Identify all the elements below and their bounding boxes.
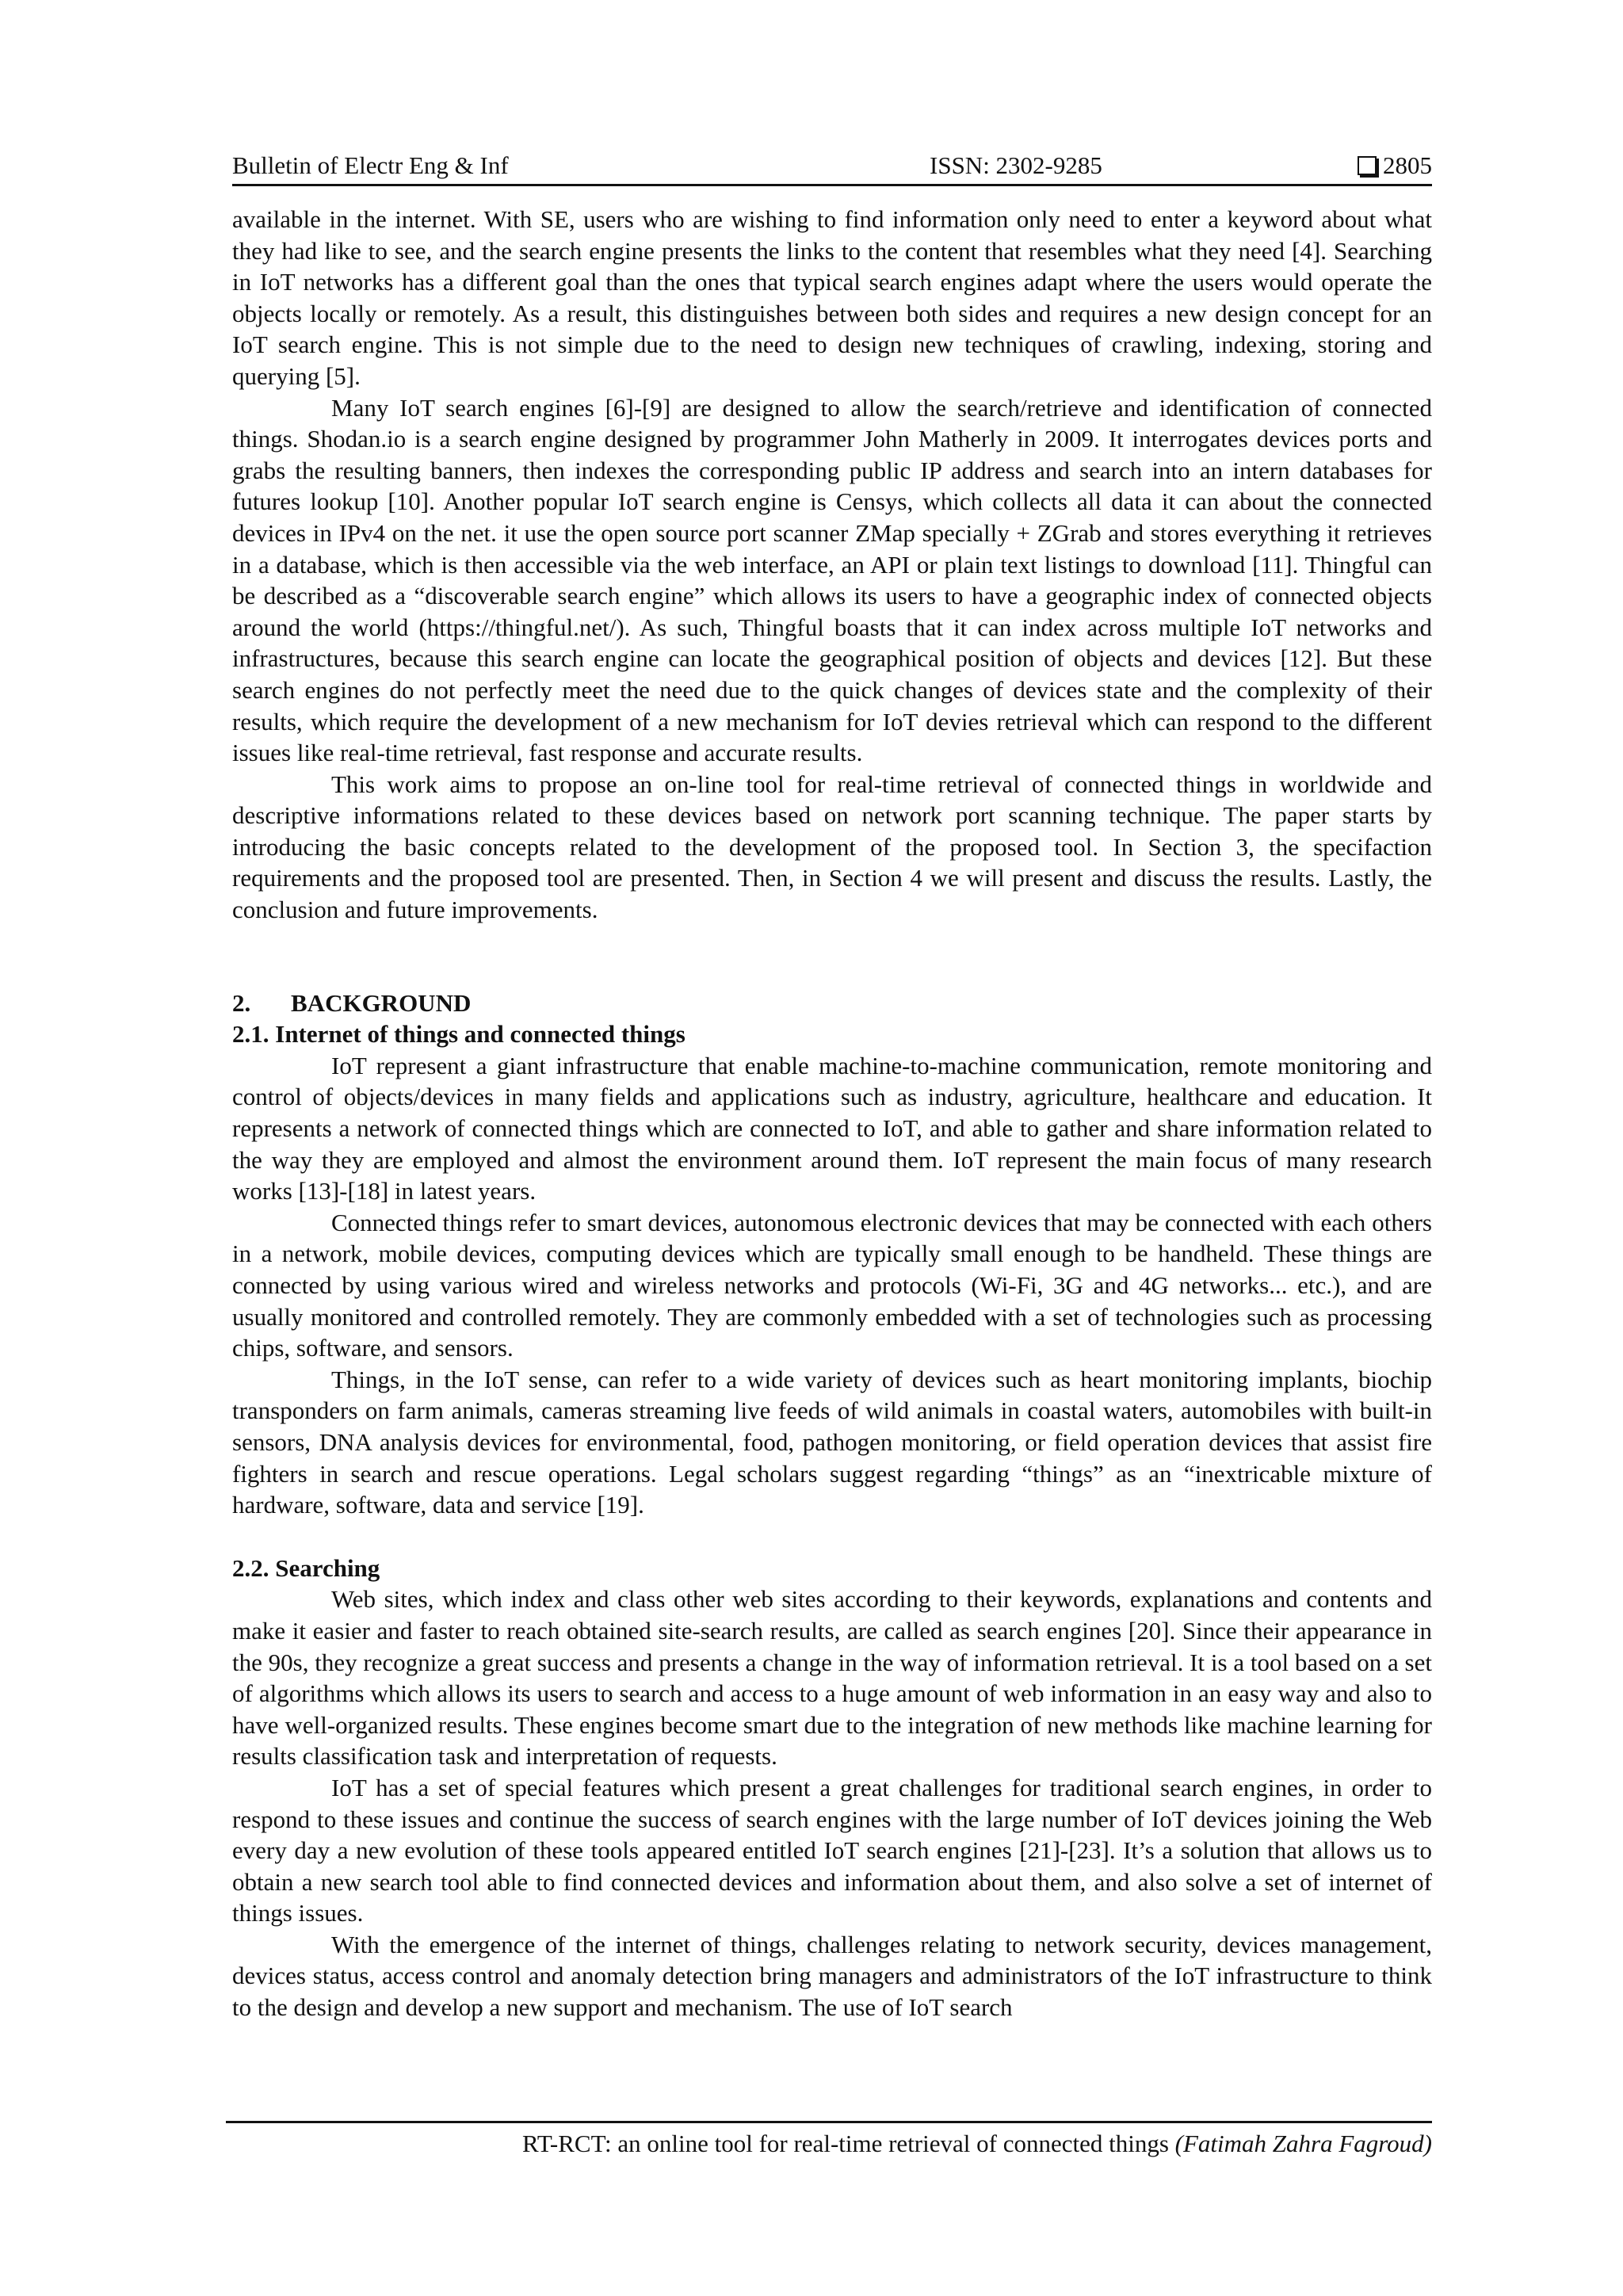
paragraph: Many IoT search engines [6]-[9] are designed to allow the search/retrieve and identification of connected things. Shodan.io is a search engine designed by programmer John Matherly in 2009. It interrogates devices ports and grabs the resulting banners, then indexes the corresponding public IP address and search into an intern databases for futures lookup [10]. Another popular IoT search engine is Censys, which collects all data it can about the connected devices in IPv4 on the net. it use the open source port scanner ZMap specially + ZGrab and stores everything it retrieves in a database, which is then accessible via the web interface, an API or plain text listings to download [11]. Thingful can be described as a “discoverable search engine” which allows its users to have a geographic index of connected objects around the world (https://thingful.net/). As such, Thingful boasts that it can index across multiple IoT networks and infrastructures, because this search engine can locate the geographical position of objects and devices [12]. But these search engines do not perfectly meet the need due to the quick changes of devices state and the complexity of their results, which require the development of a new mechanism for IoT devies retrieval which can respond to the different issues like real-time retrieval, fast response and accurate results. — [232, 393, 1432, 767]
page — [232, 151, 1432, 2023]
running-footer — [226, 2121, 1432, 2160]
section-heading — [232, 988, 1432, 1019]
page-number-text: 2805 — [1383, 151, 1432, 179]
paragraph: With the emergence of the internet of things, challenges relating to network security, devices management, devices status, access control and anomaly detection bring managers and administrators of the IoT infrastructure to think to the design and develop a new support and mechanism. The use of IoT search — [232, 1930, 1432, 2022]
paragraph: IoT has a set of special features which present a great challenges for traditional search engines, in order to respond to these issues and continue the success of search engines with the large number of IoT devices joining the Web every day a new evolution of these tools appeared entitled IoT search engines [21]-[23]. It’s a solution that allows us to obtain a new search tool able to find connected devices and information about them, and also solve a set of internet of things issues. — [232, 1773, 1432, 1927]
paragraph: Web sites, which index and class other web sites according to their keywords, explanations and contents and make it easier and faster to reach obtained site-search results, are called as search engines [20]. Since their appearance in the 90s, they recognize a great success and presents a change in the way of information retrieval. It is a tool based on a set of algorithms which allows its users to search and access to a huge amount of web information in an easy way and also to have well-organized results. These engines become smart due to the integration of new methods like machine learning for results classification task and interpretation of requests. — [232, 1585, 1432, 1771]
paragraph: Things, in the IoT sense, can refer to a wide variety of devices such as heart monitoring implants, biochip transponders on farm animals, cameras streaming live feeds of wild animals in coastal waters, automobiles with built-in sensors, DNA analysis devices for environmental, food, pathogen monitoring, or field operation devices that assist fire fighters in search and rescue operations. Legal scholars suggest regarding “things” as an “inextricable mixture of hardware, software, data and service [19]. — [232, 1365, 1432, 1519]
paragraph: available in the internet. With SE, users who are wishing to find information only need to enter a keyword about what they had like to see, and the search engine presents the links to the content that resembles what they need [4]. Searching in IoT networks has a different goal than the ones that typical search engines adapt where the users would operate the objects locally or remotely. As a result, this distinguishes between both sides and requires a new design concept for an IoT search engine. This is not simple due to the need to design new techniques of crawling, indexing, storing and querying [5]. — [232, 205, 1432, 390]
issn: ISSN: 2302-9285 — [930, 151, 1102, 179]
section-number: 2. — [232, 988, 251, 1017]
body-text — [232, 204, 1432, 2023]
box-icon — [1358, 156, 1377, 175]
journal-name: Bulletin of Electr Eng & Inf — [232, 151, 509, 179]
footer-title: RT-RCT: an online tool for real-time retrieval of connected things — [522, 2130, 1169, 2157]
running-header — [232, 151, 1432, 186]
section-title: BACKGROUND — [291, 988, 472, 1017]
subsection-heading: 2.2. Searching — [232, 1553, 380, 1582]
paragraph: This work aims to propose an on-line tool for real-time retrieval of connected things in worldwide and descriptive informations related to these devices based on network port scanning technique. The paper starts by introducing the basic concepts related to the development of the proposed tool. In Section 3, the specifaction requirements and the proposed tool are presented. Then, in Section 4 we will present and discuss the results. Lastly, the conclusion and future improvements. — [232, 770, 1432, 924]
paragraph: Connected things refer to smart devices, autonomous electronic devices that may be connected with each others in a network, mobile devices, computing devices which are typically small enough to be handheld. These things are connected by using various wired and wireless networks and protocols (Wi-Fi, 3G and 4G networks... etc.), and are usually monitored and controlled remotely. They are commonly embedded with a set of technologies such as processing chips, software, and sensors. — [232, 1208, 1432, 1362]
footer-author: (Fatimah Zahra Fagroud) — [1174, 2130, 1432, 2157]
paragraph: IoT represent a giant infrastructure that enable machine-to-machine communication, remote monitoring and control of objects/devices in many fields and applications such as industry, agriculture, healthcare and education. It represents a network of connected things which are connected to IoT, and able to gather and share information related to the way they are employed and almost the environment around them. IoT represent the main focus of many research works [13]-[18] in latest years. — [232, 1051, 1432, 1205]
subsection-heading: 2.1. Internet of things and connected things — [232, 1020, 685, 1049]
page-number — [1358, 151, 1432, 181]
